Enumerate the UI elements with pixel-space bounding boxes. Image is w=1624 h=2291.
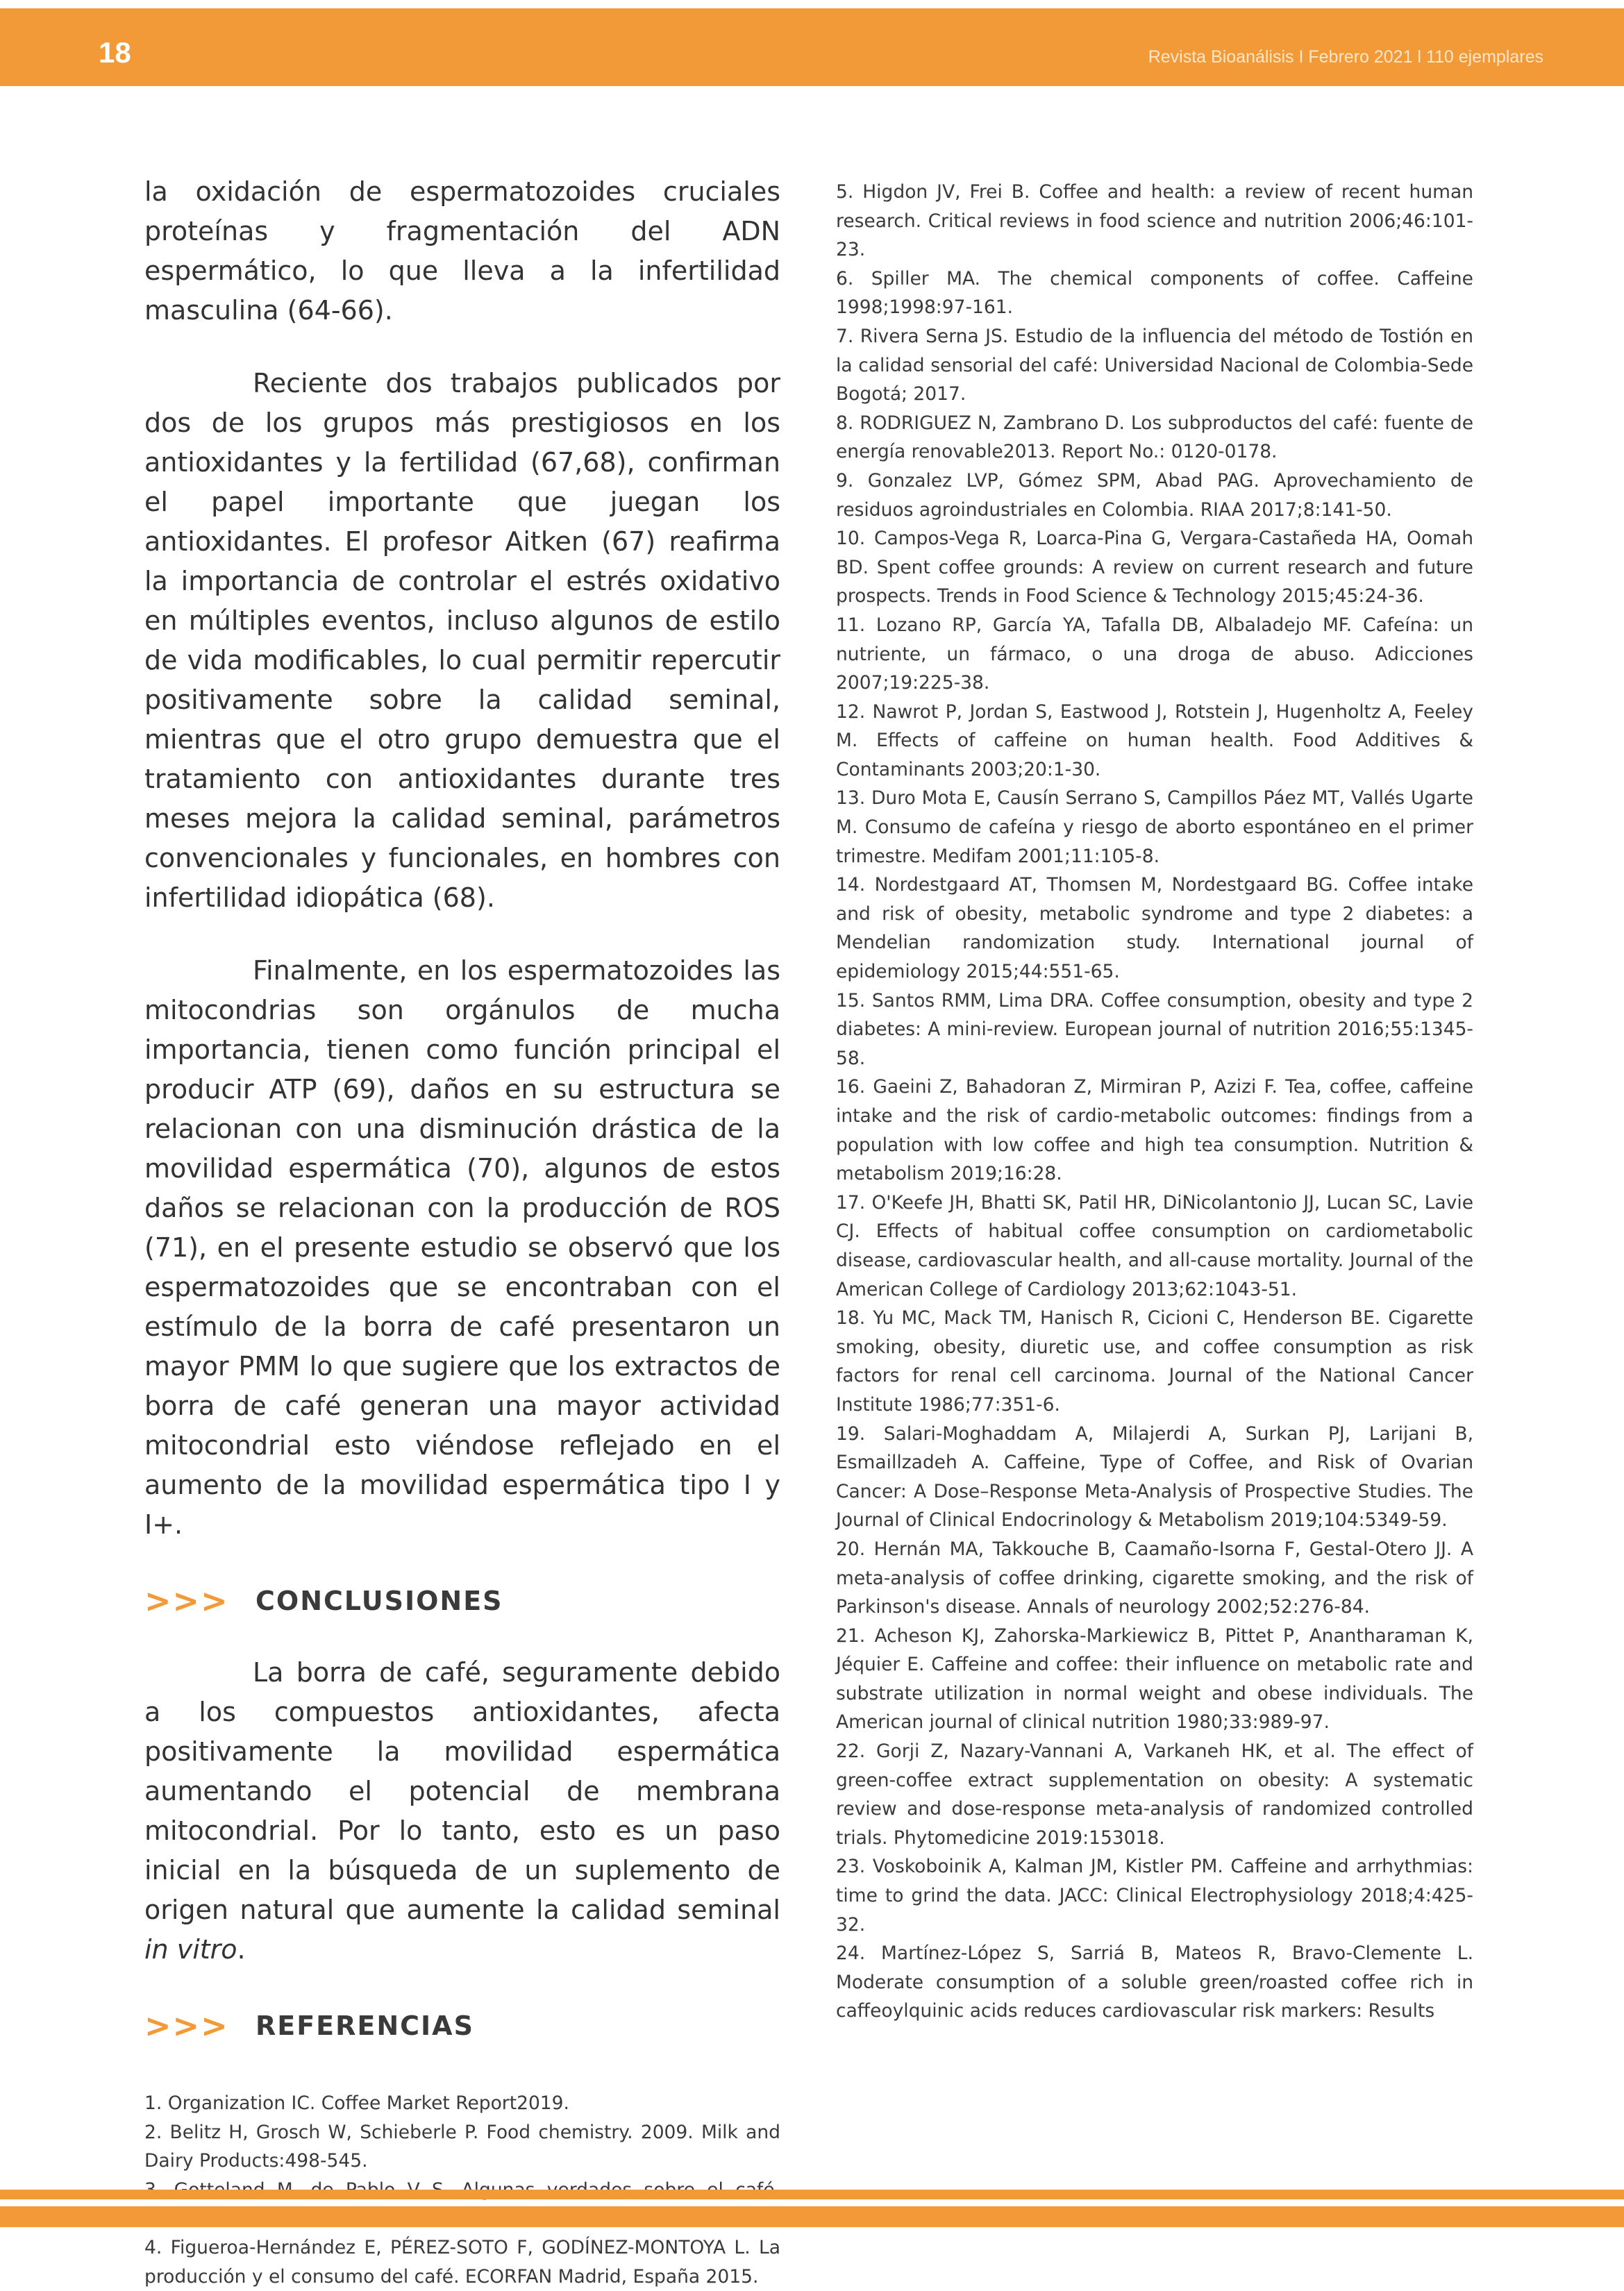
reference-item: 13. Duro Mota E, Causín Serrano S, Campillos Páez MT, Vallés Ugarte M. Consumo de cafeína y riesgo de aborto espontáneo en el primer trimestre. Medifam 2001;11:105-8. (836, 787, 1473, 867)
reference-item: 12. Nawrot P, Jordan S, Eastwood J, Rotstein J, Hugenholtz A, Feeley M. Effects of caffeine on human health. Food Additives & Contaminants 2003;20:1-30. (836, 700, 1473, 780)
left-column (144, 172, 780, 2291)
reference-item: 2. Belitz H, Grosch W, Schieberle P. Food chemistry. 2009. Milk and Dairy Products:498-545. (144, 2121, 780, 2172)
reference-item: 5. Higdon JV, Frei B. Coffee and health: a review of recent human research. Critical reviews in food science and nutrition 2006;46:101-23. (836, 181, 1473, 261)
reference-item: 19. Salari-Moghaddam A, Milajerdi A, Surkan PJ, Larijani B, Esmaillzadeh A. Caffeine, Type of Coffee, and Risk of Ovarian Cancer: A Dose–Response Meta-Analysis of Prospective Studies. The Journal of Clinical Endocrinology & Metabolism 2019;104:5349-59. (836, 1423, 1473, 1531)
reference-item: 24. Martínez-López S, Sarriá B, Mateos R, Bravo-Clemente L. Moderate consumption of a soluble green/roasted coffee rich in caffeoylquinic acids reduces cardiovascular risk markers: Results (836, 1942, 1473, 2022)
footer-bar (0, 2206, 1624, 2227)
publication-info: Revista Bioanálisis I Febrero 2021 l 110 ejemplares (1148, 47, 1543, 67)
conclusions-italic: in vitro (144, 1934, 237, 1965)
reference-item: 17. O'Keefe JH, Bhatti SK, Patil HR, DiNicolantonio JJ, Lucan SC, Lavie CJ. Effects of habitual coffee consumption on cardiometabolic disease, cardiovascular health, and all-cause mortality. Journal of the American College of Cardiology 2013;62:1043-51. (836, 1191, 1473, 1300)
conclusions-heading (144, 1577, 780, 1625)
body-paragraph-3: Finalmente, en los espermatozoides las mitocondrias son orgánulos de mucha importancia, tienen como función principal el producir ATP (69), daños en su estructura se relacionan con una disminución drástica de la movilidad espermática (70), algunos de estos daños se relacionan con la producción de ROS (71), en el presente estudio se observó que los espermatozoides que se encontraban con el estímulo de la borra de café presentaron un mayor PMM lo que sugiere que los extractos de borra de café generan una mayor actividad mitocondrial esto viéndose reflejado en el aumento de la movilidad espermática tipo I y I+. (144, 955, 780, 1540)
reference-item: 23. Voskoboinik A, Kalman JM, Kistler PM. Caffeine and arrhythmias: time to grind the data. JACC: Clinical Electrophysiology 2018;4:425-32. (836, 1856, 1473, 1936)
references-list-right (836, 178, 1473, 2026)
body-paragraph-2: Reciente dos trabajos publicados por dos de los grupos más prestigiosos en los antioxidantes y la fertilidad (67,68), confirman el papel importante que juegan los antioxidantes. El profesor Aitken (67) reafirma la importancia de controlar el estrés oxidativo en múltiples eventos, incluso algunos de estilo de vida modificables, lo cual permitir repercutir positivamente sobre la calidad seminal, mientras que el otro grupo demuestra que el tratamiento con antioxidantes durante tres meses mejora la calidad seminal, parámetros convencionales y funcionales, en hombres con infertilidad idiopática (68). (144, 368, 780, 913)
header-bar (0, 8, 1624, 86)
reference-item: 14. Nordestgaard AT, Thomsen M, Nordestgaard BG. Coffee intake and risk of obesity, metabolic syndrome and type 2 diabetes: a Mendelian randomization study. International journal of epidemiology 2015;44:551-65. (836, 874, 1473, 983)
reference-item: 10. Campos-Vega R, Loarca-Pina G, Vergara-Castañeda HA, Oomah BD. Spent coffee grounds: A review on current research and future prospects. Trends in Food Science & Technology 2015;45:24-36. (836, 528, 1473, 607)
page-number: 18 (99, 36, 131, 69)
conclusions-text-end: . (237, 1934, 246, 1965)
reference-item: 6. Spiller MA. The chemical components of coffee. Caffeine 1998;1998:97-161. (836, 267, 1473, 319)
reference-item: 4. Figueroa-Hernández E, PÉREZ-SOTO F, GODÍNEZ-MONTOYA L. La producción y el consumo del café. ECORFAN Madrid, España 2015. (144, 2236, 780, 2288)
reference-item: 21. Acheson KJ, Zahorska-Markiewicz B, Pittet P, Anantharaman K, Jéquier E. Caffeine and coffee: their influence on metabolic rate and substrate utilization in normal weight and obese individuals. The American journal of clinical nutrition 1980;33:989-97. (836, 1625, 1473, 1734)
reference-item: 15. Santos RMM, Lima DRA. Coffee consumption, obesity and type 2 diabetes: A mini-review. European journal of nutrition 2016;55:1345-58. (836, 989, 1473, 1069)
references-title: REFERENCIAS (256, 2011, 474, 2041)
conclusions-text: La borra de café, seguramente debido a los compuestos antioxidantes, afecta positivamente la movilidad espermática aumentando el potencial de membrana mitocondrial. Por lo tanto, esto es un paso inicial en la búsqueda de un suplemento de origen natural que aumente la calidad seminal (144, 1657, 780, 1925)
body-paragraph-1: la oxidación de espermatozoides cruciales proteínas y fragmentación del ADN espermático, lo que lleva a la infertilidad masculina (64-66). (144, 176, 780, 326)
reference-item: 16. Gaeini Z, Bahadoran Z, Mirmiran P, Azizi F. Tea, coffee, caffeine intake and the risk of cardio-metabolic outcomes: findings from a population with low coffee and high tea consumption. Nutrition & metabolism 2019;16:28. (836, 1076, 1473, 1185)
footer-bar (0, 2190, 1624, 2199)
reference-item: 8. RODRIGUEZ N, Zambrano D. Los subproductos del café: fuente de energía renovable2013. Report No.: 0120-0178. (836, 412, 1473, 463)
reference-item: 7. Rivera Serna JS. Estudio de la influencia del método de Tostión en la calidad sensorial del café: Universidad Nacional de Colombia-Sede Bogotá; 2017. (836, 325, 1473, 405)
reference-item: 9. Gonzalez LVP, Gómez SPM, Abad PAG. Aprovechamiento de residuos agroindustriales en Colombia. RIAA 2017;8:141-50. (836, 469, 1473, 521)
conclusions-title: CONCLUSIONES (256, 1586, 503, 1616)
arrows-icon: >>> (144, 2007, 229, 2045)
reference-item: 1. Organization IC. Coffee Market Report2019. (144, 2092, 569, 2114)
reference-item: 11. Lozano RP, García YA, Tafalla DB, Albaladejo MF. Cafeína: un nutriente, un fármaco, o una droga de abuso. Adicciones 2007;19:225-38. (836, 614, 1473, 694)
conclusions-paragraph (144, 1653, 780, 1970)
references-heading (144, 2002, 780, 2050)
reference-item: 22. Gorji Z, Nazary-Vannani A, Varkaneh HK, et al. The effect of green-coffee extract supplementation on obesity: A systematic review and dose-response meta-analysis of randomized controlled trials. Phytomedicine 2019:153018. (836, 1740, 1473, 1849)
reference-item: 20. Hernán MA, Takkouche B, Caamaño-Isorna F, Gestal-Otero JJ. A meta-analysis of coffee drinking, cigarette smoking, and the risk of Parkinson's disease. Annals of neurology 2002;52:276-84. (836, 1538, 1473, 1618)
reference-item: 18. Yu MC, Mack TM, Hanisch R, Cicioni C, Henderson BE. Cigarette smoking, obesity, diuretic use, and coffee consumption as risk factors for renal cell carcinoma. Journal of the National Cancer Institute 1986;77:351-6. (836, 1307, 1473, 1416)
arrows-icon: >>> (144, 1582, 229, 1620)
